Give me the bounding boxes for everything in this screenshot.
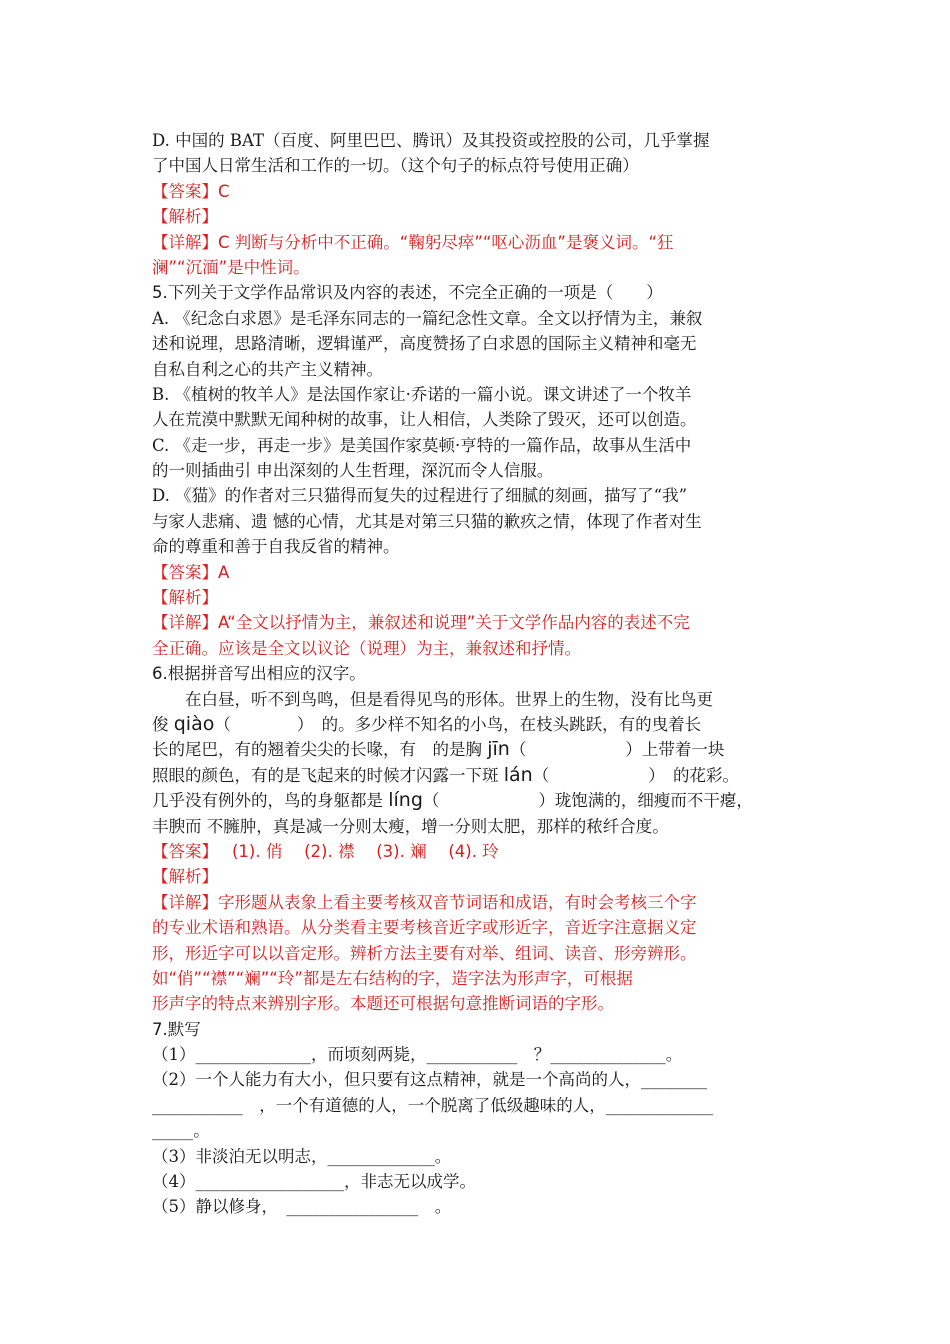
dictation-line: （5）静以修身， ________________ 。	[152, 1197, 452, 1217]
analysis-row	[152, 204, 812, 229]
pinyin: líng	[388, 789, 423, 812]
answer-label: 【答案】	[152, 562, 218, 582]
passage-line	[152, 763, 812, 788]
dictation-line: ___________ ，一个有道德的人，一个脱离了低级趣味的人，_____________	[152, 1095, 713, 1115]
passage-text: 几乎没有例外的，鸟的身躯都是	[152, 791, 383, 811]
question-stem: 5.下列关于文学作品常识及内容的表述，不完全正确的一项是（ ）	[152, 283, 663, 303]
answer-row	[152, 839, 812, 864]
dictation-line: _____。	[152, 1121, 210, 1141]
detail-text: 全正确。应该是全文以议论（说理）为主，兼叙述和抒情。	[152, 638, 581, 658]
option-c-line: C. 《走一步，再走一步》是美国作家莫顿·亨特的一篇作品，故事从生活中	[152, 435, 692, 455]
option-d-line: 与家人悲痛、遗 憾的心情，尤其是对第三只猫的歉疚之情，体现了作者对生	[152, 511, 702, 531]
pinyin: lán	[503, 763, 533, 786]
option-a-line: A. 《纪念白求恩》是毛泽东同志的一篇纪念性文章。全文以抒情为主，兼叙	[152, 308, 703, 328]
answer-label: 【答案】	[152, 181, 218, 201]
answer-value: (1). 俏 (2). 襟 (3). 斓 (4). 玲	[232, 841, 499, 861]
detail-row	[152, 610, 812, 635]
option-b-line: 人在荒漠中默默无闻种树的故事，让人相信，人类除了毁灭，还可以创造。	[152, 410, 697, 430]
dictation-line: （2）一个人能力有大小，但只要有这点精神，就是一个高尚的人，________	[152, 1070, 707, 1090]
passage-text: （ ）上带着一块	[509, 740, 725, 760]
detail-label: 【详解】	[152, 232, 218, 252]
detail-text: 如“俏”“襟”“斓”“玲”都是左右结构的字，造字法为形声字，可根据	[152, 968, 633, 988]
dictation-line: （4）__________________，非志无以成学。	[152, 1172, 476, 1192]
option-b-line: B. 《植树的牧羊人》是法国作家让·乔诺的一篇小说。课文讲述了一个牧羊	[152, 384, 692, 404]
detail-text: 的专业术语和熟语。从分类看主要考核音近字或形近字，音近字注意据义定	[152, 918, 697, 938]
passage-text: 照眼的颜色，有的是飞起来的时候才闪露一下斑	[152, 765, 499, 785]
passage-line: 在白昼，听不到鸟鸣，但是看得见鸟的形体。世界上的生物，没有比鸟更	[185, 689, 713, 709]
option-d-line: 了中国人日常生活和工作的一切。（这个句子的标点符号使用正确）	[152, 156, 639, 176]
pinyin: jīn	[487, 738, 510, 761]
detail-label: 【详解】	[152, 892, 218, 912]
answer-label: 【答案】	[152, 841, 218, 861]
option-c-line: 的一则插曲引 申出深刻的人生哲理，深沉而令人信服。	[152, 461, 554, 481]
detail-row	[152, 890, 812, 915]
document-page	[152, 128, 812, 1220]
passage-text: 俊	[152, 714, 169, 734]
detail-text: A“全文以抒情为主，兼叙述和说理”关于文学作品内容的表述不完	[218, 613, 690, 633]
analysis-row	[152, 864, 812, 889]
question-stem: 7.默写	[152, 1019, 201, 1039]
passage-line	[152, 788, 812, 813]
dictation-line: （1）______________，而顷刻两毙，___________ ？______________。	[152, 1045, 683, 1065]
option-d-line: D. 《猫》的作者对三只猫得而复失的过程进行了细腻的刻画，描写了“我”	[152, 486, 688, 506]
answer-value: C	[218, 181, 230, 201]
passage-text: （ ）珑饱满的，细瘦而不干瘪，	[422, 791, 753, 811]
answer-value: A	[218, 562, 230, 582]
analysis-label: 【解析】	[152, 588, 218, 608]
detail-text: C 判断与分析中不正确。“鞠躬尽瘁”“呕心沥血”是褒义词。“狂	[218, 232, 674, 252]
option-d-line: 命的尊重和善于自我反省的精神。	[152, 537, 400, 557]
option-d-line: D. 中国的 BAT（百度、阿里巴巴、腾讯）及其投资或控股的公司，几乎掌握	[152, 131, 710, 150]
option-a-line: 自私自利之心的共产主义精神。	[152, 359, 383, 379]
detail-text: 字形题从表象上看主要考核双音节词语和成语，有时会考核三个字	[218, 892, 697, 912]
detail-row	[152, 230, 812, 255]
analysis-label: 【解析】	[152, 207, 218, 227]
detail-text: 形，形近字可以以音定形。辨析方法主要有对举、组词、读音、形旁辨形。	[152, 943, 697, 963]
question-stem: 6.根据拼音写出相应的汉字。	[152, 664, 366, 684]
dictation-line: （3）非淡泊无以明志，_____________。	[152, 1146, 452, 1166]
option-a-line: 述和说理，思路清晰，逻辑谨严，高度赞扬了白求恩的国际主义精神和毫无	[152, 334, 697, 354]
passage-text: 长的尾巴，有的翘着尖尖的长喙，有 的是胸	[152, 740, 482, 760]
passage-line	[152, 712, 812, 737]
passage-line: 丰腴而 不臃肿，真是减一分则太瘦，增一分则太肥，那样的秾纤合度。	[152, 816, 669, 836]
passage-text: （ ） 的。多少样不知名的小鸟，在枝头跳跃，有的曳着长	[214, 714, 702, 734]
passage-text: （ ） 的花彩。	[532, 765, 739, 785]
analysis-row	[152, 585, 812, 610]
pinyin: qiào	[173, 712, 215, 735]
detail-text: 澜”“沉湎”是中性词。	[152, 257, 310, 277]
passage-line	[152, 737, 812, 762]
detail-label: 【详解】	[152, 613, 218, 633]
answer-row	[152, 179, 812, 204]
analysis-label: 【解析】	[152, 867, 218, 887]
detail-text: 形声字的特点来辨别字形。本题还可根据句意推断词语的字形。	[152, 994, 614, 1014]
answer-row	[152, 560, 812, 585]
